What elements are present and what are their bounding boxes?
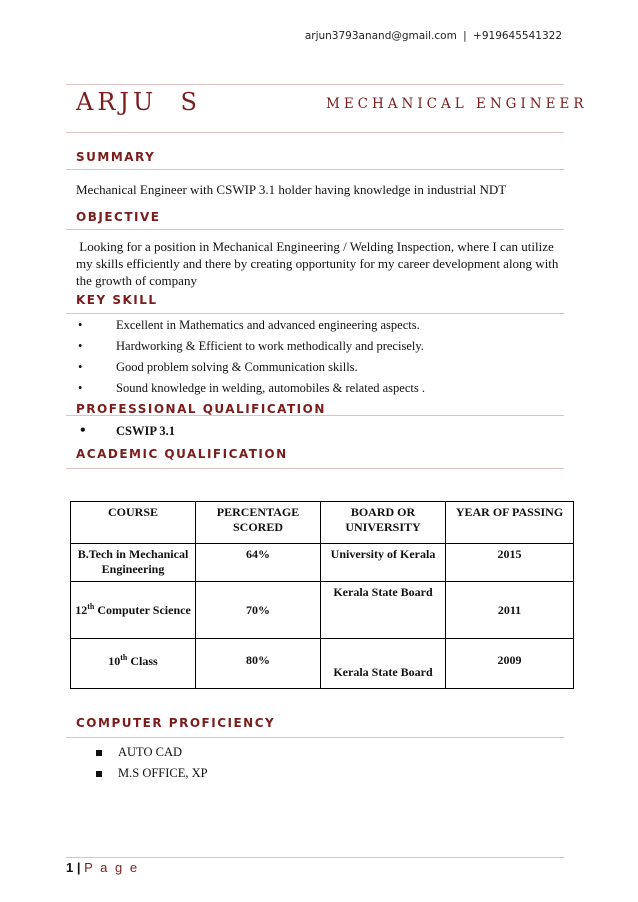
cell-course: 12th Computer Science [71,582,196,639]
header-percentage: PERCENTAGE SCORED [196,502,321,544]
list-item [96,766,208,781]
list-item [76,339,556,360]
key-skill-rule [66,313,564,314]
objective-heading: OBJECTIVE [76,210,161,224]
academic-table [70,501,574,689]
objective-rule [66,229,564,230]
list-item [76,318,556,339]
skill-text: Sound knowledge in welding, automobiles & related aspects . [116,381,425,395]
header-course: COURSE [71,502,196,544]
contact-separator: | [463,30,467,42]
job-title: MECHANICAL ENGINEER [326,96,588,112]
summary-heading: SUMMARY [76,150,156,164]
skill-text: Excellent in Mathematics and advanced engineering aspects. [116,318,420,332]
professional-heading: PROFESSIONAL QUALIFICATION [76,402,326,416]
email-text[interactable]: arjun3793anand@gmail.com [304,30,457,42]
cell-percent: 80% [196,639,321,689]
square-bullet-icon [96,771,102,777]
bullet-icon: • [78,360,83,374]
key-skill-list [76,318,556,402]
bullet-icon: • [80,422,86,439]
qualification-text: CSWIP 3.1 [116,424,176,438]
phone-text[interactable]: +919645541322 [473,30,562,42]
cell-year: 2009 [446,639,574,689]
cell-course: B.Tech in Mechanical Engineering [71,544,196,582]
table-header-row [71,502,574,544]
cell-board: Kerala State Board [321,639,446,689]
list-item [96,745,182,760]
skill-text: Hardworking & Efficient to work methodically and precisely. [116,339,424,353]
academic-heading: ACADEMIC QUALIFICATION [76,447,288,461]
academic-rule [66,468,564,469]
summary-rule [66,169,564,170]
header-bottom-rule [66,132,564,133]
table-row [71,582,574,639]
cell-year: 2015 [446,544,574,582]
header-top-rule [66,84,564,85]
cell-course: 10th Class [71,639,196,689]
objective-text: Looking for a position in Mechanical Engineering / Welding Inspection, where I can utilize my skills efficiently and there by creating opportunity for my career development along with the growth of company [76,239,562,288]
list-item [76,381,556,402]
professional-rule [66,415,564,416]
cell-board: Kerala State Board [321,582,446,639]
summary-text: Mechanical Engineer with CSWIP 3.1 holder having knowledge in industrial NDT [76,182,507,197]
bullet-icon: • [78,318,83,332]
header-year: YEAR OF PASSING [446,502,574,544]
page-footer [66,860,139,875]
bullet-icon: • [78,381,83,395]
skill-text: Good problem solving & Communication skills. [116,360,358,374]
header-board: BOARD OR UNIVERSITY [321,502,446,544]
bullet-icon: • [78,339,83,353]
page-label: P a g e [84,860,140,875]
key-skill-heading: KEY SKILL [76,293,158,307]
computer-rule [66,737,564,738]
contact-line [305,30,562,42]
software-text: M.S OFFICE, XP [118,766,208,780]
cell-board: University of Kerala [321,544,446,582]
page-number: 1 [66,860,74,875]
footer-separator: | [76,860,81,875]
cell-percent: 70% [196,582,321,639]
table-row [71,639,574,689]
square-bullet-icon [96,750,102,756]
candidate-name: ARJU S [76,88,201,116]
list-item [76,360,556,381]
cell-year: 2011 [446,582,574,639]
computer-heading: COMPUTER PROFICIENCY [76,716,276,730]
cell-percent: 64% [196,544,321,582]
footer-rule [66,857,564,858]
software-text: AUTO CAD [118,745,183,759]
table-row [71,544,574,582]
